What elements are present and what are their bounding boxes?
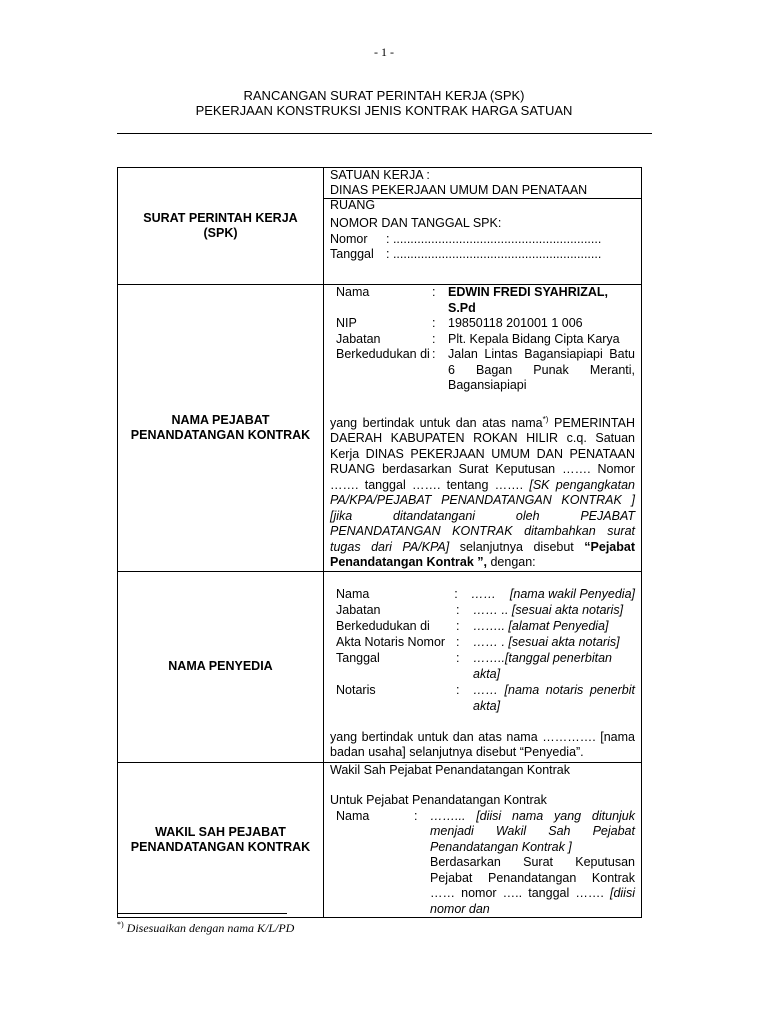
penyedia-jabatan-value: …… .. [sesuai akta notaris] bbox=[473, 602, 624, 617]
footnote-text: Disesuaikan dengan nama K/L/PD bbox=[123, 921, 295, 935]
penyedia-field-kedudukan bbox=[336, 618, 635, 634]
field-sep: : bbox=[432, 316, 436, 330]
penyedia-fields bbox=[330, 572, 635, 714]
label-cell-wakil bbox=[118, 762, 324, 918]
wakil-label-line1: WAKIL SAH PEJABAT bbox=[155, 824, 286, 839]
field-key: Notaris bbox=[336, 682, 376, 697]
content-cell-wakil bbox=[324, 762, 642, 918]
field-key: Tanggal bbox=[336, 650, 380, 665]
nomor-label: Nomor bbox=[330, 231, 368, 246]
wakil-sk-text: Berdasarkan Surat Keputusan Pejabat Penandatangan Kontrak …… nomor ….. tanggal ……. bbox=[430, 855, 635, 901]
nomor-line bbox=[330, 232, 635, 248]
wakil-nama-values bbox=[430, 809, 635, 918]
satuan-kerja-label: SATUAN KERJA : bbox=[330, 168, 430, 182]
para-text: selanjutnya disebut bbox=[449, 539, 585, 554]
wakil-sk-italic: [diisi nomor dan bbox=[430, 886, 635, 916]
page-number: - 1 - bbox=[374, 45, 394, 59]
field-sep: : bbox=[454, 586, 458, 601]
penyedia-tanggal-value: ……..[tanggal penerbitan akta] bbox=[473, 650, 612, 681]
tanggal-value: : ............................................................ bbox=[386, 247, 602, 261]
para-italic: [SK pengangkatan PA/KPA/PEJABAT PENANDATANGAN KONTRAK ] [jika ditandatangani oleh PEJABAT PENANDATANGAN KONTRAK ditambahkan surat tugas dari PA/KPA] bbox=[330, 477, 635, 554]
field-sep: : bbox=[432, 347, 436, 361]
penyedia-field-jabatan bbox=[336, 602, 635, 618]
para-text: PEMERINTAH DAERAH KABUPATEN ROKAN HILIR c.q. Satuan Kerja DINAS PEKERJAAN UMUM DAN PENATAAN RUANG berdasarkan Surat Keputusan ……. Nomor ……. tanggal ……. tentang ……. bbox=[330, 415, 635, 492]
label-cell-pejabat bbox=[118, 285, 324, 572]
wakil-nama-field bbox=[330, 809, 635, 918]
para-text: dengan: bbox=[486, 555, 536, 570]
field-key: Nama bbox=[336, 285, 370, 299]
tanggal-label: Tanggal bbox=[330, 247, 374, 261]
pejabat-field-jabatan bbox=[336, 332, 635, 348]
field-key: Berkedudukan di bbox=[336, 618, 430, 633]
field-sep: : bbox=[432, 331, 436, 346]
nomor-tanggal-label: NOMOR DAN TANGGAL SPK: bbox=[330, 216, 502, 230]
footnote-marker: *) bbox=[117, 920, 124, 929]
para-bold: “Pejabat Penandatangan Kontrak ”, bbox=[330, 539, 635, 570]
penyedia-field-notaris bbox=[336, 682, 635, 714]
wakil-nama-value: ……... [diisi nama yang ditunjuk menjadi Wakil Sah Pejabat Penandatangan Kontrak ] bbox=[430, 808, 635, 854]
penyedia-notaris-value: …… [nama notaris penerbit akta] bbox=[473, 682, 635, 713]
content-cell-penyedia bbox=[324, 571, 642, 762]
field-sep: : bbox=[456, 650, 460, 665]
wakil-label-line2: PENANDATANGAN KONTRAK bbox=[130, 839, 311, 854]
footnote-divider bbox=[117, 913, 287, 914]
field-key: Jabatan bbox=[336, 331, 381, 346]
penyedia-field-akta bbox=[336, 634, 635, 650]
field-key: Nama bbox=[336, 586, 370, 601]
penyedia-label: NAMA PENYEDIA bbox=[168, 659, 273, 674]
table-row-pejabat bbox=[118, 285, 642, 572]
pejabat-paragraph bbox=[330, 412, 635, 571]
pejabat-field-kedudukan bbox=[336, 347, 635, 394]
pejabat-jabatan-value: Plt. Kepala Bidang Cipta Karya bbox=[448, 331, 620, 346]
pejabat-label-line1: NAMA PEJABAT bbox=[171, 412, 270, 427]
spk-label-line1: SURAT PERINTAH KERJA bbox=[143, 211, 298, 225]
field-key: Akta Notaris Nomor bbox=[336, 634, 446, 649]
spk-label-line2: (SPK) bbox=[203, 226, 238, 240]
penyedia-nama-value: …… [nama wakil Penyedia] bbox=[471, 586, 635, 601]
pejabat-nip-value: 19850118 201001 1 006 bbox=[448, 316, 583, 330]
field-sep: : bbox=[414, 808, 418, 823]
tanggal-line bbox=[330, 247, 635, 263]
table-row-wakil bbox=[118, 762, 642, 918]
penyedia-akta-value: …… . [sesuai akta notaris] bbox=[473, 634, 620, 649]
wakil-nama-label: Nama bbox=[336, 808, 370, 823]
field-key: Jabatan bbox=[336, 602, 381, 617]
title-divider bbox=[117, 133, 652, 134]
table-row-penyedia bbox=[118, 571, 642, 762]
nomor-value: : ............................................................ bbox=[386, 231, 602, 246]
field-sep: : bbox=[456, 618, 460, 633]
pejabat-field-nama bbox=[336, 285, 635, 316]
satuan-kerja-value: DINAS PEKERJAAN UMUM DAN PENATAAN RUANG bbox=[330, 183, 588, 212]
field-key: Berkedudukan di bbox=[336, 347, 430, 361]
content-cell-spk bbox=[324, 168, 642, 285]
wakil-subheading: Untuk Pejabat Penandatangan Kontrak bbox=[330, 793, 547, 808]
field-sep: : bbox=[456, 602, 460, 617]
document-subtitle: PEKERJAAN KONSTRUKSI JENIS KONTRAK HARGA SATUAN bbox=[195, 103, 573, 118]
label-cell-penyedia bbox=[118, 571, 324, 762]
penyedia-field-nama bbox=[336, 586, 635, 602]
penyedia-field-tanggal bbox=[336, 650, 635, 682]
pejabat-kedudukan-value: Jalan Lintas Bagansiapiapi Batu 6 Bagan Punak Meranti, Bagansiapiapi bbox=[448, 347, 635, 392]
footnote-marker: *) bbox=[542, 414, 549, 424]
label-cell-spk bbox=[118, 168, 324, 285]
footnote bbox=[117, 920, 294, 936]
content-cell-pejabat bbox=[324, 285, 642, 572]
pejabat-label-line2: PENANDATANGAN KONTRAK bbox=[130, 427, 311, 442]
para-text: yang bertindak untuk dan atas nama bbox=[330, 415, 543, 430]
field-sep: : bbox=[432, 285, 436, 299]
spk-table bbox=[117, 167, 642, 918]
pejabat-field-nip bbox=[336, 316, 635, 332]
wakil-heading: Wakil Sah Pejabat Penandatangan Kontrak bbox=[330, 762, 570, 777]
pejabat-fields bbox=[330, 285, 635, 394]
field-sep: : bbox=[456, 634, 460, 649]
document-title: RANCANGAN SURAT PERINTAH KERJA (SPK) bbox=[243, 88, 525, 103]
field-key: NIP bbox=[336, 316, 357, 330]
pejabat-nama-value: EDWIN FREDI SYAHRIZAL, S.Pd bbox=[448, 285, 608, 315]
satuan-kerja-block bbox=[324, 168, 641, 212]
field-sep: : bbox=[456, 682, 460, 697]
penyedia-paragraph: yang bertindak untuk dan atas nama …………. [nama badan usaha] selanjutnya disebut “Penyedia”. bbox=[330, 729, 635, 760]
penyedia-kedudukan-value: …….. [alamat Penyedia] bbox=[473, 618, 609, 633]
table-row-spk bbox=[118, 168, 642, 285]
wakil-sk-line bbox=[430, 855, 635, 917]
